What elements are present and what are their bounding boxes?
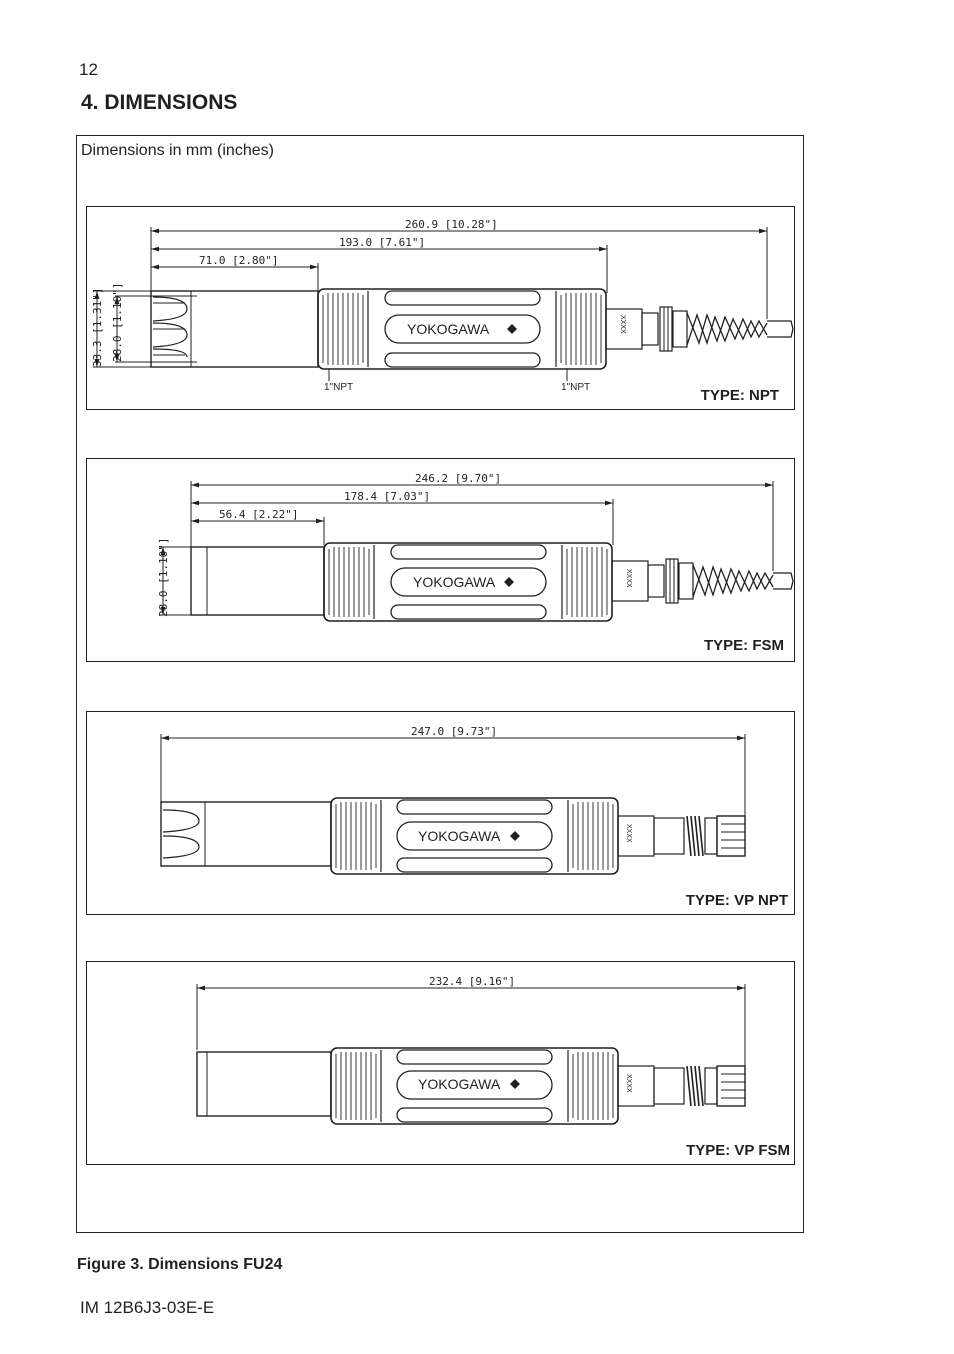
dim-outer-dia: 33.3 [1.31"] <box>91 287 104 367</box>
brand-logo: YOKOGAWA <box>418 1076 501 1092</box>
vp-npt-drawing <box>87 712 795 915</box>
brand-logo: YOKOGAWA <box>418 828 501 844</box>
dim-to-body-end: 178.4 [7.03"] <box>344 490 431 503</box>
dim-overall: 247.0 [9.73"] <box>411 725 498 738</box>
type-label-npt: TYPE: NPT <box>700 387 779 404</box>
dim-inner-dia: 28.0 [1.10"] <box>111 282 124 362</box>
marking-text: XXXX <box>619 315 626 334</box>
dim-overall: 246.2 [9.70"] <box>415 472 502 485</box>
dim-tip: 56.4 [2.22"] <box>219 508 299 521</box>
brand-diamond-icon <box>510 1079 520 1089</box>
brand-logo: YOKOGAWA <box>413 574 496 590</box>
type-label-fsm: TYPE: FSM <box>703 637 784 654</box>
page-number: 12 <box>79 60 98 79</box>
figure-caption: Figure 3. Dimensions FU24 <box>77 1256 283 1273</box>
dim-to-body-end: 193.0 [7.61"] <box>339 236 426 249</box>
thread-right-label: 1"NPT <box>561 382 591 393</box>
vp-fsm-drawing <box>87 962 795 1165</box>
npt-drawing <box>87 207 795 410</box>
thread-left-label: 1"NPT <box>324 382 354 393</box>
dim-overall: 260.9 [10.28"] <box>405 218 498 231</box>
panel-fsm <box>86 458 795 662</box>
dimensions-unit-note: Dimensions in mm (inches) <box>81 142 274 159</box>
fsm-drawing <box>87 459 795 662</box>
marking-text: XXXX <box>625 824 632 843</box>
dim-overall: 232.4 [9.16"] <box>429 975 516 988</box>
section-title: 4. DIMENSIONS <box>81 91 238 114</box>
type-label-vp-fsm: TYPE: VP FSM <box>686 1142 790 1159</box>
brand-diamond-icon <box>504 577 514 587</box>
document-id: IM 12B6J3-03E-E <box>80 1298 215 1317</box>
panel-vp-npt <box>86 711 795 915</box>
type-label-vp-npt: TYPE: VP NPT <box>685 892 788 909</box>
brand-diamond-icon <box>510 831 520 841</box>
dim-tip: 71.0 [2.80"] <box>199 254 279 267</box>
panel-npt <box>86 206 795 410</box>
marking-text: XXXX <box>625 569 632 588</box>
brand-diamond-icon <box>507 324 517 334</box>
brand-logo: YOKOGAWA <box>407 321 490 337</box>
dim-inner-dia: 28.0 [1.10"] <box>157 537 170 617</box>
panel-vp-fsm <box>86 961 795 1165</box>
marking-text: XXXX <box>625 1074 632 1093</box>
